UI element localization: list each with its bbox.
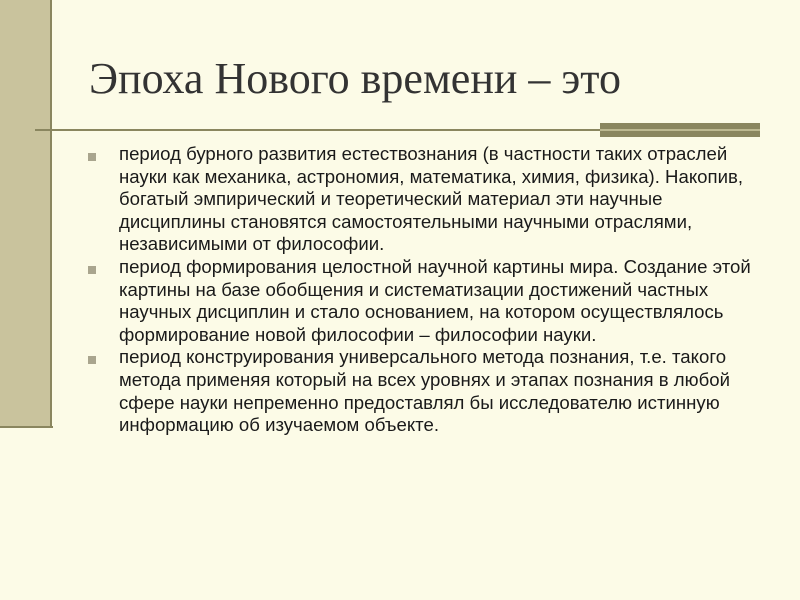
left-accent-band — [0, 0, 52, 427]
list-item — [86, 256, 766, 346]
bullet-text: период конструирования универсального метода познания, т.е. такого метода применяя который на всех уровнях и этапах познания в любой сфере науки непременно предоставлял бы исследователю истинную информацию об изучаемом объекте. — [119, 346, 730, 436]
list-item — [86, 346, 766, 436]
bullet-list — [86, 143, 766, 437]
left-band-divider — [0, 426, 53, 428]
title-underline — [35, 129, 600, 131]
square-bullet-icon — [88, 153, 96, 161]
square-bullet-icon — [88, 356, 96, 364]
bullet-text: период формирования целостной научной картины мира. Создание этой картины на базе обобщения и систематизации достижений частных научных дисциплин и стало основанием, на котором осуществлялось формирование новой философии – философии науки. — [119, 255, 751, 345]
bullet-text: период бурного развития естествознания (в частности таких отраслей науки как механика, астрономия, математика, химия, физика). Накопив, богатый эмпирический и теоретический материал эти научные дисциплины становятся самостоятельными научными отраслями, независимыми от философии. — [119, 143, 744, 255]
list-item — [86, 143, 766, 256]
square-bullet-icon — [88, 266, 96, 274]
title-underline-accent-line — [600, 129, 760, 131]
slide-title: Эпоха Нового времени – это — [89, 54, 621, 103]
